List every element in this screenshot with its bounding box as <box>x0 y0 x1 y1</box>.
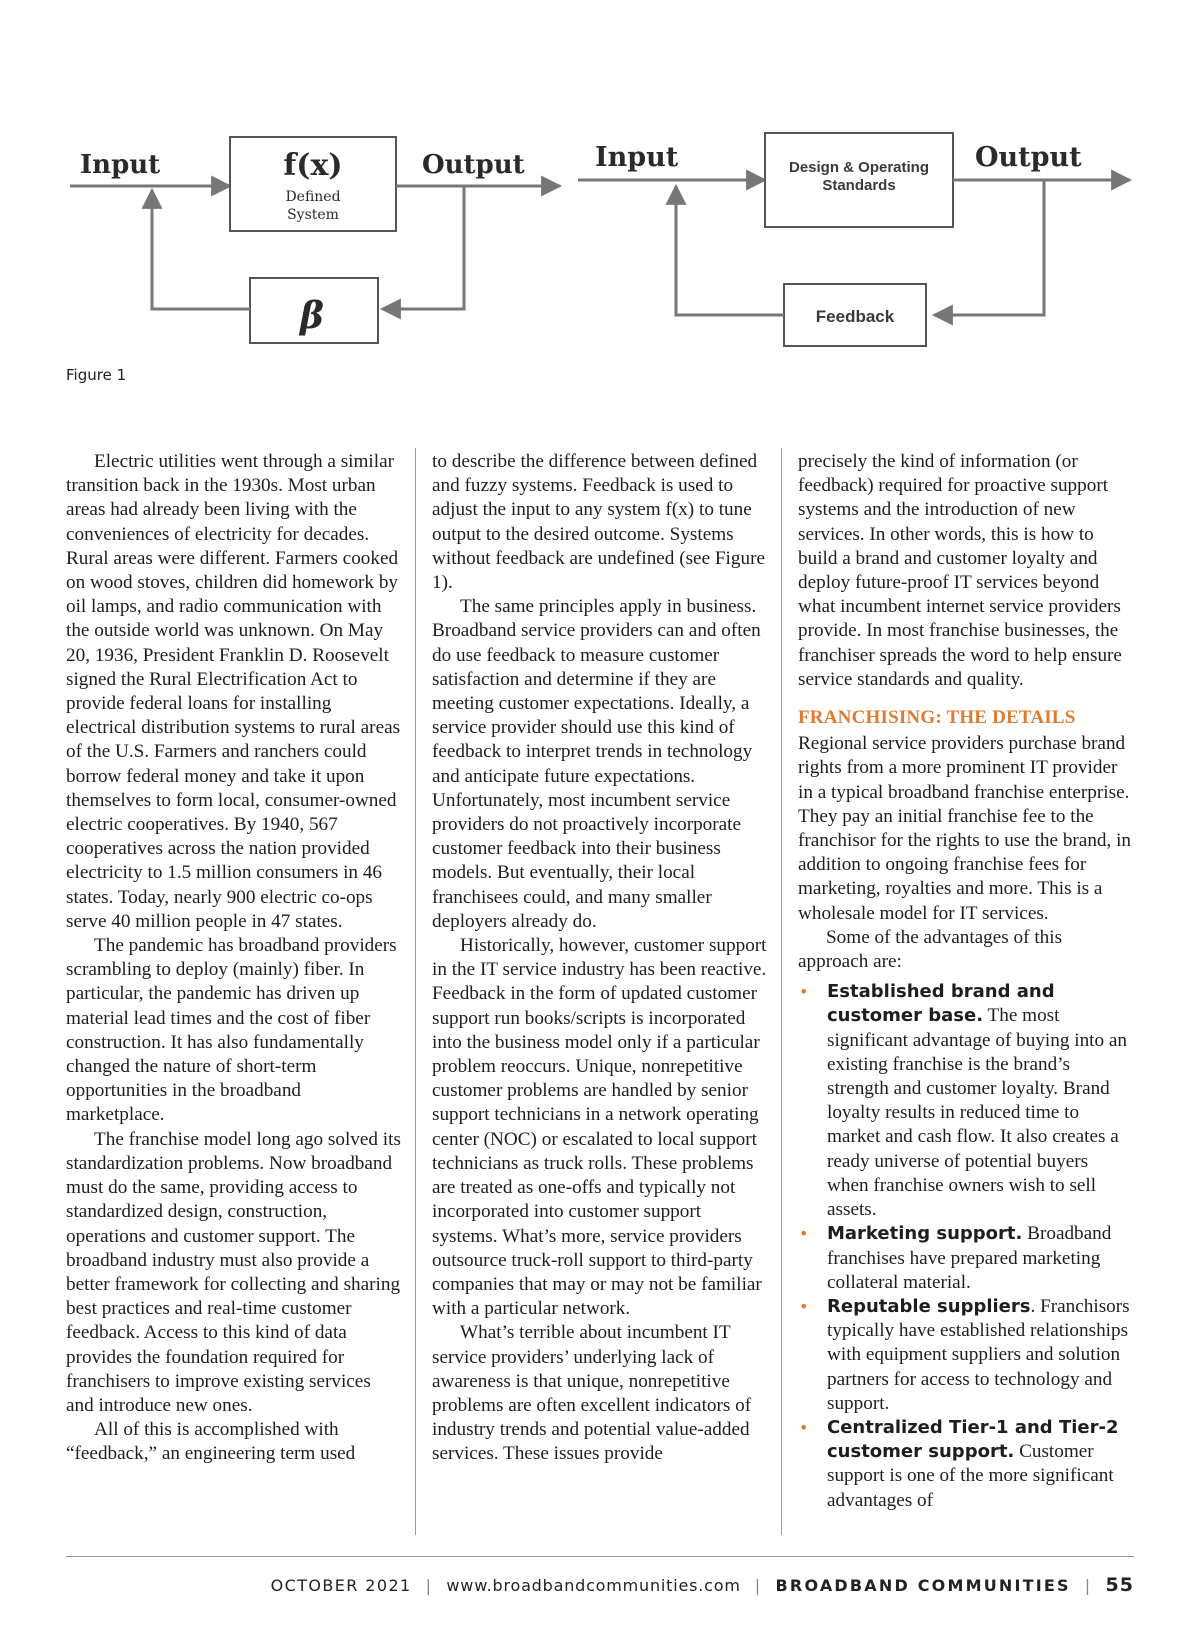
left-function-sub-1: Defined <box>285 189 341 205</box>
right-output-label: Output <box>975 142 1082 173</box>
paragraph: All of this is accomplished with “feedback,” an engineering term used <box>66 1419 356 1465</box>
paragraph: Some of the advantages of this approach are: <box>798 926 1063 973</box>
left-input-label: Input <box>80 150 161 180</box>
right-box-label-1: Design & Operating <box>788 159 930 176</box>
paragraph: Historically, however, customer support in the IT service industry has been reactive. Feedback in the form of updated customer support run books/scripts is incorporated into the business model only if a particular problem reoccurs. Unique, nonrepetitive customer problems are handled by senior support technicians in a network operating center (NOC) or escalated to local support technicians as truck rolls. These problems are treated as one-offs and typically not incorporated into customer support systems. What’s more, service providers outsource truck-roll support to third-party companies that may or may not be familiar with a particular network. <box>432 935 767 1320</box>
bullet-icon: • <box>799 1296 809 1316</box>
right-box-label-2: Standards <box>822 177 896 194</box>
footer-separator: | <box>754 1576 762 1595</box>
page-footer <box>271 1574 1134 1596</box>
paragraph: What’s terrible about incumbent IT service providers’ underlying lack of awareness is that unique, nonrepetitive problems are often excellent indicators of industry trends and potential value-added services. These issues provide <box>432 1322 752 1465</box>
footer-separator: | <box>425 1576 433 1595</box>
bullet-text: Customer support is one of the more significant advantages of <box>827 1441 1114 1511</box>
footer-rule <box>66 1556 1134 1557</box>
paragraph: precisely the kind of information (or feedback) required for proactive support systems and the introduction of new services. In other words, this is how to build a brand and customer loyalty and deploy future-proof IT services beyond what incumbent internet service providers provide. In most franchise businesses, the franchiser spreads the word to help ensure service standards and quality. <box>798 451 1122 690</box>
bullet-title: Marketing support. <box>827 1223 1023 1245</box>
paragraph: The franchise model long ago solved its standardization problems. Now broadband must do the same, providing access to standardized design, construction, operations and customer support. The broadband industry must also provide a better framework for collecting and sharing best practices and real-time customer feedback. Access to this kind of data provides the foundation required for franchisers to improve existing services and introduce new ones. <box>66 1128 401 1416</box>
right-diagram <box>578 133 1130 346</box>
left-function-label: f(x) <box>283 148 343 183</box>
feedback-loop-diagrams <box>0 0 1200 400</box>
column-rule-2 <box>781 448 782 1535</box>
paragraph: The same principles apply in business. Broadband service providers can and often do use feedback to measure customer satisfaction and determine if they are meeting customer expectations. Ideally, a service provider should use this kind of feedback to interpret trends in technology and anticipate future expectations. Unfortunately, most incumbent service providers do not proactively incorporate customer feedback into their business models. But eventually, their local franchisees could, and many smaller deployers already do. <box>432 596 761 932</box>
column-rule-1 <box>415 448 416 1535</box>
bullet-icon: • <box>799 1417 809 1437</box>
bullet-text: . Franchisors typically have established relationships with equipment suppliers and solution partners for access to technology and support. <box>827 1295 1130 1414</box>
article-column-3 <box>798 450 1133 1513</box>
right-input-label: Input <box>595 142 679 173</box>
article-column-2 <box>432 450 767 1467</box>
footer-separator: | <box>1084 1576 1092 1595</box>
left-output-label: Output <box>422 150 525 180</box>
figure-caption: Figure 1 <box>66 366 127 384</box>
bullet-title: Reputable suppliers <box>827 1295 1031 1317</box>
left-beta-label: β <box>300 295 324 337</box>
bullet-icon: • <box>799 1224 809 1244</box>
section-heading: FRANCHISING: THE DETAILS <box>798 707 1076 729</box>
magazine-name: BROADBAND COMMUNITIES <box>775 1576 1071 1595</box>
bullet-icon: • <box>799 982 809 1002</box>
website-url: www.broadbandcommunities.com <box>446 1576 741 1595</box>
list-item <box>798 1416 1133 1513</box>
figure-1-diagram <box>0 0 1200 400</box>
bullet-title: Established brand and customer base. <box>827 981 1055 1027</box>
list-item <box>798 980 1133 1222</box>
page-number: 55 <box>1105 1574 1134 1596</box>
paragraph: to describe the difference between defined and fuzzy systems. Feedback is used to adjust the input to any system f(x) to tune output to the desired outcome. Systems without feedback are undefined (see Figure 1). <box>432 451 765 594</box>
paragraph: The pandemic has broadband providers scrambling to deploy (mainly) fiber. In particular, the pandemic has driven up material lead times and the cost of fiber construction. It has also fundamentally changed the nature of short-term opportunities in the broadband marketplace. <box>66 935 397 1126</box>
list-item <box>798 1222 1133 1295</box>
bullet-text: Broadband franchises have prepared marketing collateral material. <box>827 1223 1112 1293</box>
advantages-list <box>798 980 1133 1512</box>
bullet-text: The most significant advantage of buying into an existing franchise is the brand’s strength and customer loyalty. Brand loyalty results in reduced time to market and cash flow. It also creates a ready universe of potential buyers when franchise owners wish to sell assets. <box>827 1005 1127 1221</box>
paragraph: Regional service providers purchase brand rights from a more prominent IT provider in a typical broadband franchise enterprise. They pay an initial franchise fee to the franchisor for the rights to use the brand, in addition to ongoing franchise fees for marketing, royalties and more. This is a wholesale model for IT services. <box>798 733 1132 924</box>
issue-date: OCTOBER 2021 <box>270 1576 412 1595</box>
left-diagram <box>70 137 560 343</box>
bullet-title: Centralized Tier-1 and Tier-2 customer support. <box>827 1416 1119 1463</box>
left-function-sub-2: System <box>287 207 339 223</box>
article-column-1 <box>66 450 401 1467</box>
list-item <box>798 1295 1133 1416</box>
right-feedback-label: Feedback <box>815 307 895 326</box>
paragraph: Electric utilities went through a similar transition back in the 1930s. Most urban areas had already been living with the conveniences of electricity for decades. Rural areas were different. Farmers cooked on wood stoves, children did homework by oil lamps, and radio communication with the outside world was unknown. On May 20, 1936, President Franklin D. Roosevelt signed the Rural Electrification Act to provide federal loans for installing electrical distribution systems to rural areas of the U.S. Farmers and ranchers could borrow federal money and take it upon themselves to form local, consumer-owned electric cooperatives. By 1940, 567 cooperatives across the nation provided electricity to 1.5 million consumers in 46 states. Today, nearly 900 electric co-ops serve 40 million people in 47 states. <box>66 451 401 932</box>
